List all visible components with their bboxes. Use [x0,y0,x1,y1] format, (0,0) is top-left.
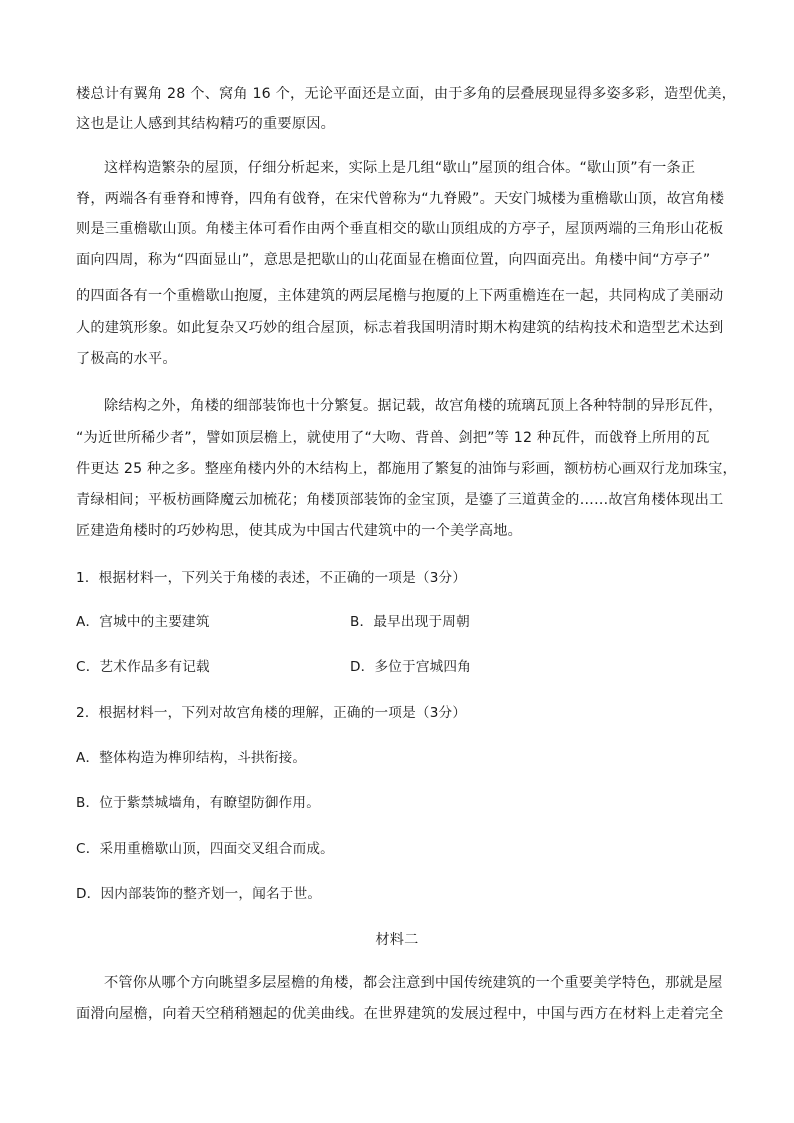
answer-option-d[interactable]: D．因内部装饰的整齐划一，闻名于世。 [76,886,322,902]
paragraph-line: 青绿相间；平板枋画降魔云加梳花；角楼顶部装饰的金宝顶，是鎏了三道黄金的……故宫角楼体现出工 [76,492,724,508]
section-title: 材料二 [375,932,419,948]
answer-option-d[interactable]: D．多位于宫城四角 [350,659,472,675]
paragraph-line: 了极高的水平。 [76,351,177,367]
answer-option-a[interactable]: A．整体构造为榫卯结构，斗拱衔接。 [76,750,307,766]
paragraph-line: 楼总计有翼角 28 个、窝角 16 个，无论平面还是立面，由于多角的层叠展现显得多姿多彩，造型优美， [76,86,737,102]
paragraph-line: 这也是让人感到其结构精巧的重要原因。 [76,116,335,132]
paragraph-line: 面向四周，称为“四面显山”，意思是把歇山的山花面显在檐面位置，向四面亮出。角楼中间“方亭子” [76,252,711,268]
paragraph-line: 人的建筑形象。如此复杂又巧妙的组合屋顶，标志着我国明清时期木构建筑的结构技术和造型艺术达到 [76,320,724,336]
paragraph-line: 脊，两端各有垂脊和博脊，四角有戗脊，在宋代曾称为“九脊殿”。天安门城楼为重檐歇山顶，故宫角楼 [76,191,725,207]
answer-option-a[interactable]: A．宫城中的主要建筑 [76,614,210,630]
paragraph-line: 面滑向屋檐，向着天空稍稍翘起的优美曲线。在世界建筑的发展过程中，中国与西方在材料上走着完全 [76,1006,724,1022]
paragraph-line: 不管你从哪个方向眺望多层屋檐的角楼，都会注意到中国传统建筑的一个重要美学特色，那就是屋 [104,975,723,991]
question-stem: 2．根据材料一，下列对故宫角楼的理解，正确的一项是（3分） [76,705,467,721]
answer-option-c[interactable]: C．采用重檐歇山顶，四面交叉组合而成。 [76,841,334,857]
paragraph-line: 则是三重檐歇山顶。角楼主体可看作由两个垂直相交的歇山顶组成的方亭子，屋顶两端的三角形山花板 [76,221,724,237]
answer-option-b[interactable]: B．位于紫禁城墙角，有瞭望防御作用。 [76,795,321,811]
paragraph-line: 件更达 25 种之多。整座角楼内外的木结构上，都施用了繁复的油饰与彩画，额枋枋心画双行龙加珠宝， [76,461,737,477]
paragraph-line: 这样构造繁杂的屋顶，仔细分析起来，实际上是几组“歇山”屋顶的组合体。“歇山顶”有一条正 [104,160,696,176]
answer-option-c[interactable]: C．艺术作品多有记载 [76,659,210,675]
paragraph-line: 除结构之外，角楼的细部装饰也十分繁复。据记载，故宫角楼的琉璃瓦顶上各种特制的异形瓦件， [104,398,723,414]
paragraph-line: “为近世所稀少者”，譬如顶层檐上，就使用了“大吻、背兽、剑把”等 12 种瓦件，而戗脊上所用的瓦 [76,430,710,446]
paragraph-line: 的四面各有一个重檐歇山抱厦，主体建筑的两层尾檐与抱厦的上下两重檐连在一起，共同构成了美丽动 [76,288,724,304]
answer-option-b[interactable]: B．最早出现于周朝 [350,614,470,630]
paragraph-line: 匠建造角楼时的巧妙构思，使其成为中国古代建筑中的一个美学高地。 [76,523,523,539]
question-stem: 1．根据材料一，下列关于角楼的表述，不正确的一项是（3分） [76,570,467,586]
